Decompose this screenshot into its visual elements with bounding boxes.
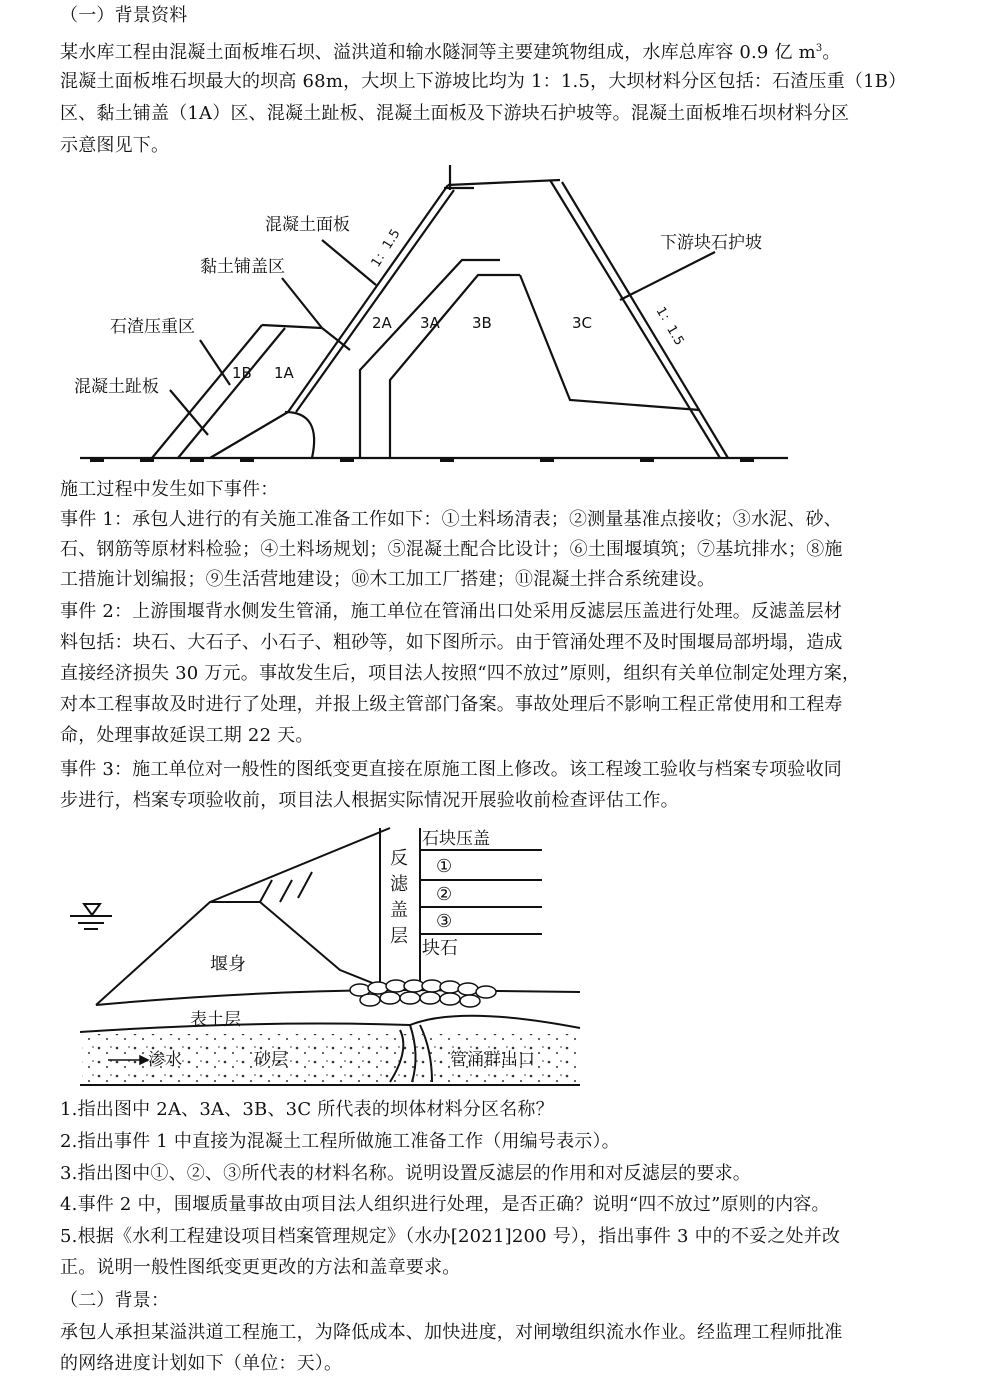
- zone-3a: 3A: [420, 314, 440, 332]
- label-toe-slab: 混凝土趾板: [74, 377, 159, 397]
- zone-1b: 1B: [232, 364, 252, 382]
- label-clay-blanket: 黏土铺盖区: [200, 257, 285, 277]
- event2-line: 直接经济损失 30 万元。事故发生后，项目法人按照“四不放过”原则，组织有关单位制定处理方案，: [60, 663, 861, 684]
- question-5: 5.根据《水利工程建设项目档案管理规定》（水办[2021]200 号），指出事件 3 中的不妥之处并改: [60, 1226, 841, 1247]
- paragraph-line: 示意图见下。: [60, 135, 170, 156]
- event3-line: 步进行，档案专项验收前，项目法人根据实际情况开展验收前检查评估工作。: [60, 790, 679, 811]
- label-layer-2: ②: [436, 884, 453, 905]
- question-4: 4.事件 2 中，围堰质量事故由项目法人组织进行处理，是否正确？说明“四不放过”原则的内容。: [60, 1194, 830, 1215]
- label-face-slab: 混凝土面板: [265, 215, 350, 235]
- label-filter-v1: 反: [390, 848, 408, 869]
- label-ballast-zone: 石渣压重区: [110, 317, 195, 337]
- label-sand-layer: 砂层: [254, 1050, 288, 1070]
- dam-zoning-figure: [60, 160, 800, 470]
- filter-layer-figure: [60, 820, 590, 1092]
- event1-line: 事件 1：承包人进行的有关施工准备工作如下：①土料场清表；②测量基准点接收；③水泥、砂、: [60, 509, 842, 530]
- question-5: 正。说明一般性图纸变更更改的方法和盖章要求。: [60, 1257, 461, 1278]
- label-filter-v4: 层: [390, 926, 408, 947]
- slope-upstream: 1：1.5: [368, 226, 404, 271]
- label-filter-v3: 盖: [390, 900, 408, 921]
- label-layer-1: ①: [436, 856, 453, 877]
- label-piping-outlet: 管涌群出口: [450, 1050, 535, 1070]
- section2-heading: （二）背景：: [60, 1290, 170, 1311]
- zone-3b: 3B: [472, 314, 492, 332]
- label-seepage: 渗水: [148, 1050, 182, 1070]
- label-downstream-protection: 下游块石护坡: [660, 233, 762, 253]
- question-1: 1.指出图中 2A、3A、3B、3C 所代表的坝体材料分区名称？: [60, 1099, 554, 1120]
- section2-line: 的网络进度计划如下（单位：天）。: [60, 1353, 343, 1374]
- event2-line: 事件 2：上游围堰背水侧发生管涌，施工单位在管涌出口处采用反滤层压盖进行处理。反滤盖层材: [60, 601, 842, 622]
- paragraph-line: [60, 37, 841, 65]
- event3-line: 事件 3：施工单位对一般性的图纸变更直接在原施工图上修改。该工程竣工验收与档案专项验收同: [60, 759, 842, 780]
- section2-line: 承包人承担某溢洪道工程施工，为降低成本、加快进度，对闸墩组织流水作业。经监理工程师批准: [60, 1322, 843, 1343]
- paragraph-line: 区、黏土铺盖（1A）区、混凝土趾板、混凝土面板及下游块石护坡等。混凝土面板堆石坝材料分区: [60, 103, 850, 124]
- superscript: 3: [815, 43, 823, 54]
- slope-downstream: 1：1.5: [652, 304, 687, 349]
- label-filter-v2: 滤: [390, 874, 408, 895]
- section1-heading: （一）背景资料: [60, 5, 188, 26]
- event1-line: 石、钢筋等原材料检验；④土料场规划；⑤混凝土配合比设计；⑥土围堰填筑；⑦基坑排水；⑧施: [60, 539, 843, 560]
- paragraph-line: 混凝土面板堆石坝最大的坝高 68m，大坝上下游坡比均为 1：1.5，大坝材料分区包括：石渣压重（1B）: [60, 71, 907, 92]
- event2-line: 命，处理事故延误工期 22 天。: [60, 725, 314, 746]
- zone-2a: 2A: [372, 314, 392, 332]
- event2-line: 对本工程事故及时进行了处理，并报上级主管部门备案。事故处理后不影响工程正常使用和工程寿: [60, 694, 843, 715]
- zone-3c: 3C: [572, 314, 593, 332]
- question-3: 3.指出图中①、②、③所代表的材料名称。说明设置反滤层的作用和对反滤层的要求。: [60, 1163, 751, 1184]
- events-intro: 施工过程中发生如下事件：: [60, 479, 279, 500]
- zone-1a: 1A: [274, 364, 294, 382]
- label-cofferdam-body: 堰身: [210, 954, 246, 975]
- event1-line: 工措施计划编报；⑨生活营地建设；⑩木工加工厂搭建；⑪混凝土拌合系统建设。: [60, 569, 716, 590]
- label-topsoil: 表土层: [190, 1010, 241, 1030]
- paragraph-text: 。: [822, 42, 841, 63]
- label-layer-rock: 块石: [422, 938, 458, 959]
- question-2: 2.指出事件 1 中直接为混凝土工程所做施工准备工作（用编号表示）。: [60, 1131, 620, 1152]
- label-layer-3: ③: [436, 911, 453, 932]
- paragraph-text: 某水库工程由混凝土面板堆石坝、溢洪道和输水隧洞等主要建筑物组成，水库总库容 0.9 亿 m: [60, 42, 816, 63]
- label-stone-cap: 石块压盖: [422, 829, 490, 849]
- event2-line: 料包括：块石、大石子、小石子、粗砂等，如下图所示。由于管涌处理不及时围堰局部坍塌，造成: [60, 632, 843, 653]
